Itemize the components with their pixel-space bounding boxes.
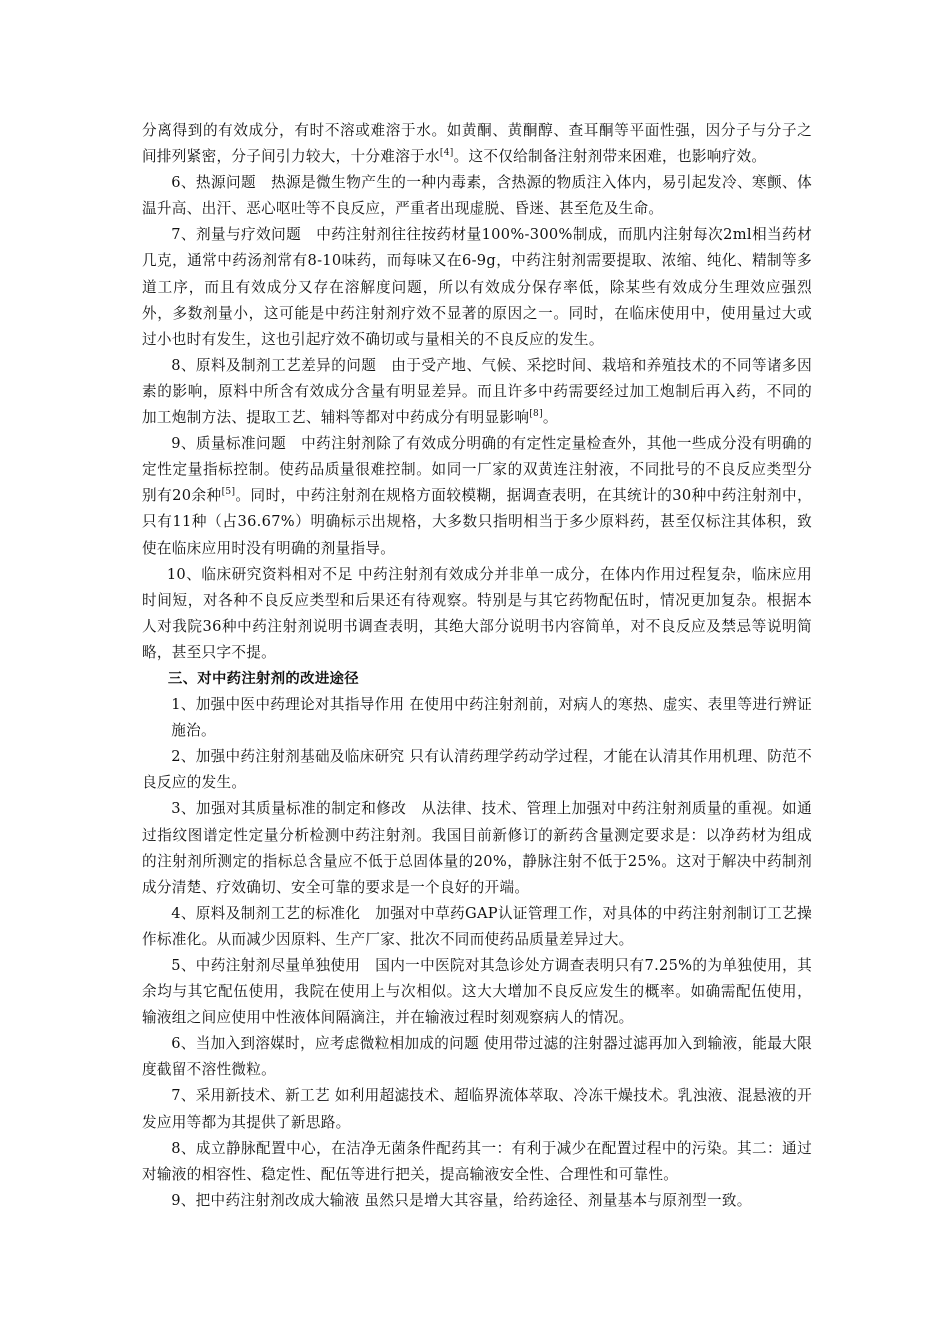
paragraph-iv-center: 8、成立静脉配置中心，在洁净无菌条件配药其一：有利于减少在配置过程中的污染。其二：通过对输液的相容性、稳定性、配伍等进行把关，提高输液安全性、合理性和可靠性。 bbox=[142, 1139, 812, 1183]
paragraph-quality-standard: 9、质量标准问题 中药注射剂除了有效成分明确的有定性定量检查外，其他一些成分没有明确的定性定量指标控制。使药品质量很难控制。如同一厂家的双黄连注射液，不同批号的不良反应类型分别有20余种[5]。同时，中药注射剂在规格方面较模糊，据调查表明，在其统计的30种中药注射剂中，只有11种（占36.67%）明确标示出规格，大多数只指明相当于多少原料药，甚至仅标注其体积，致使在临床应用时没有明确的剂量指导。 bbox=[142, 435, 812, 557]
paragraph-basic-research: 2、加强中药注射剂基础及临床研究 只有认清药理学药动学过程，才能在认清其作用机理、防范不良反应的发生。 bbox=[142, 748, 812, 792]
paragraph-standardization: 4、原料及制剂工艺的标准化 加强对中草药GAP认证管理工作，对具体的中药注射剂制订工艺操作标准化。从而减少因原料、生产厂家、批次不同而使药品质量差异过大。 bbox=[142, 904, 812, 948]
citation-ref: [8] bbox=[529, 409, 543, 420]
paragraph-dosage: 7、剂量与疗效问题 中药注射剂往往按药材量100%-300%制成，而肌内注射每次2ml相当药材几克，通常中药汤剂常有8-10味药，而每味又在6-9g，中药注射剂需要提取、浓缩、纯化、精制等多道工序，而且有效成分又存在溶解度问题，所以有效成分保存率低，除某些有效成分生理效应强烈外，多数剂量小，这可能是中药注射剂疗效不显著的原因之一。同时，在临床使用中，使用量过大或过小也时有发生，这也引起疗效不确切或与量相关的不良反应的发生。 bbox=[142, 226, 812, 348]
citation-ref: [4] bbox=[439, 148, 454, 159]
paragraph-raw-material: 8、原料及制剂工艺差异的问题 由于受产地、气候、采挖时间、栽培和养殖技术的不同等诸多因素的影响，原料中所含有效成分含量有明显差异。而且许多中药需要经过加工炮制后再入药，不同的加工炮制方法、提取工艺、辅料等都对中药成分有明显影响[8]。 bbox=[142, 356, 812, 427]
paragraph-new-tech: 7、采用新技术、新工艺 如利用超滤技术、超临界流体萃取、冷冻干燥技术。乳浊液、混悬液的开发应用等都为其提供了新思路。 bbox=[142, 1087, 812, 1131]
citation-ref: [5] bbox=[221, 487, 236, 498]
paragraph-particles: 6、当加入到溶媒时，应考虑微粒相加成的问题 使用带过滤的注射器过滤再加入到输液，能最大限度截留不溶性微粒。 bbox=[142, 1035, 812, 1079]
section-heading: 三、对中药注射剂的改进途径 bbox=[167, 670, 359, 687]
paragraph-large-infusion: 9、把中药注射剂改成大输液 虽然只是增大其容量，给药途径、剂量基本与原剂型一致。 bbox=[171, 1191, 752, 1209]
paragraph-pyrogen: 6、热源问题 热源是微生物产生的一种内毒素，含热源的物质注入体内，易引起发冷、寒颤、体温升高、出汗、恶心呕吐等不良反应，严重者出现虚脱、昏迷、甚至危及生命。 bbox=[142, 174, 812, 218]
paragraph-0: 分离得到的有效成分，有时不溶或难溶于水。如黄酮、黄酮醇、查耳酮等平面性强，因分子与分子之间排列紧密，分子间引力较大，十分难溶于水[4]。这不仅给制备注射剂带来困难，也影响疗效。 bbox=[142, 122, 812, 166]
paragraph-quality-revision: 3、加强对其质量标准的制定和修改 从法律、技术、管理上加强对中药注射剂质量的重视。如通过指纹图谱定性定量分析检测中药注射剂。我国目前新修订的新药含量测定要求是：以净药材为组成的注射剂所测定的指标总含量应不低于总固体量的20%，静脉注射不低于25%。这对于解决中药制剂成分清楚、疗效确切、安全可靠的要求是一个良好的开端。 bbox=[142, 800, 812, 896]
paragraph-single-use: 5、中药注射剂尽量单独使用 国内一中医院对其急诊处方调查表明只有7.25%的为单独使用，其余均与其它配伍使用，我院在使用上与次相似。这大大增加不良反应发生的概率。如确需配伍使用，输液组之间应使用中性液体间隔滴注，并在输液过程时刻观察病人的情况。 bbox=[142, 957, 812, 1027]
document-page bbox=[142, 118, 812, 1214]
paragraph-tcm-theory: 1、加强中医中药理论对其指导作用 在使用中药注射剂前，对病人的寒热、虚实、表里等进行辨证施治。 bbox=[171, 696, 812, 740]
paragraph-clinical-research: 10、临床研究资料相对不足 中药注射剂有效成分并非单一成分，在体内作用过程复杂，临床应用时间短，对各种不良反应类型和后果还有待观察。特别是与其它药物配伍时，情况更加复杂。根据本人对我院36种中药注射剂说明书调查表明，其绝大部分说明书内容简单，对不良反应及禁忌等说明简略，甚至只字不提。 bbox=[142, 565, 812, 661]
